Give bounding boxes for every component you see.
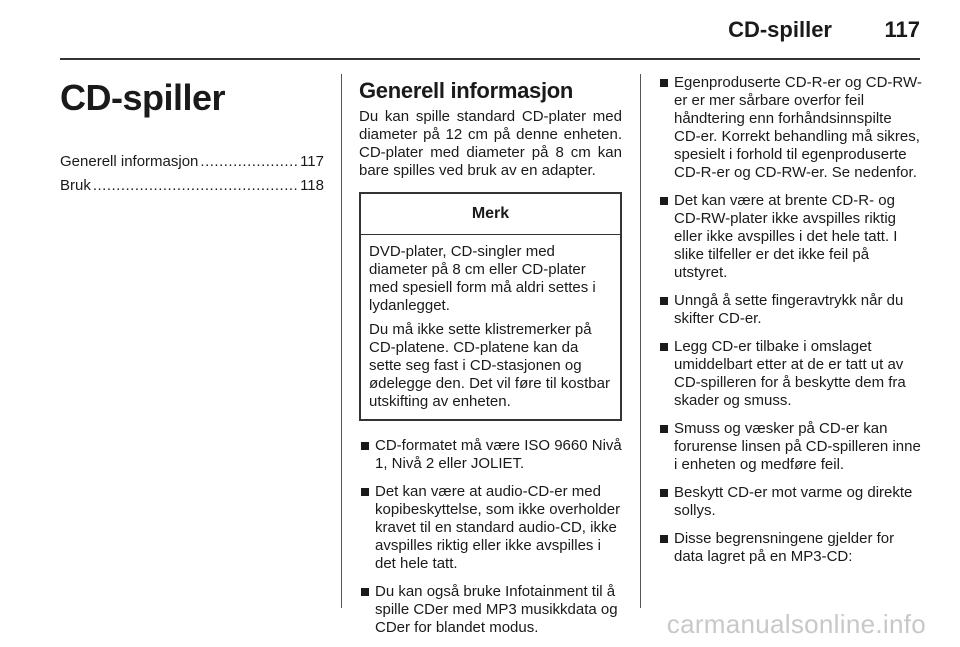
list-item: Det kan være at audio-CD-er med kopibeskyttelse, som ikke overholder kravet til en standard audio-CD, ikke avspilles riktig eller ikke avspilles i det hele tatt. [359, 483, 622, 573]
running-section-title: CD-spiller [728, 17, 832, 42]
list-item: Unngå å sette fingeravtrykk når du skifter CD-er. [658, 292, 922, 328]
column-divider-2 [640, 74, 641, 608]
bullet-list-middle [359, 437, 622, 637]
page-number: 117 [884, 17, 920, 42]
chapter-title: CD-spiller [60, 77, 226, 118]
list-item: Beskytt CD-er mot varme og direkte sollys. [658, 484, 922, 520]
note-paragraph: DVD-plater, CD-singler med diameter på 8 cm eller CD-plater med spesiell form må aldri settes i lydanlegget. [369, 243, 596, 314]
list-item: CD-formatet må være ISO 9660 Nivå 1, Nivå 2 eller JOLIET. [359, 437, 622, 473]
list-item: Du kan også bruke Infotainment til å spille CDer med MP3 musikkdata og CDer for blandet modus. [359, 583, 622, 637]
list-item: Egenproduserte CD-R-er og CD-RW-er er mer sårbare overfor feil håndtering enn forhåndsinnspilte CD-er. Korrekt behandling må sikres, spesielt i forhold til egenproduserte CD-R-er og CD-RW-er. Se nedenfor. [658, 74, 922, 182]
column-middle [359, 74, 622, 647]
list-item: Legg CD-er tilbake i omslaget umiddelbart etter at de er tatt ut av CD-spilleren for å beskytte dem fra skader og smuss. [658, 338, 922, 410]
toc-label: Generell informasjon [60, 153, 199, 170]
intro-paragraph: Du kan spille standard CD-plater med diameter på 12 cm på denne enheten. CD-plater med diameter på 8 cm kan bare spilles ved bruk av en adapter. [359, 108, 622, 179]
page-header [60, 0, 920, 60]
note-body [361, 235, 620, 419]
column-divider-1 [341, 74, 342, 608]
toc-leader-dots [93, 174, 298, 198]
section-heading: Generell informasjon [359, 78, 574, 103]
toc-page: 118 [300, 177, 324, 194]
watermark: carmanualsonline.info [666, 609, 926, 639]
toc-page: 117 [300, 153, 324, 170]
toc-entry-general-info[interactable] [60, 150, 324, 174]
column-left [60, 74, 324, 198]
list-item: Disse begrensningene gjelder for data lagret på en MP3-CD: [658, 530, 922, 566]
bullet-list-right [658, 74, 922, 566]
note-title: Merk [361, 194, 620, 235]
note-paragraph: Du må ikke sette klistremerker på CD-platene. CD-platene kan da sette seg fast i CD-stasjonen og ødelegge den. Det vil føre til kostbar utskifting av enheten. [369, 321, 610, 410]
table-of-contents [60, 150, 324, 198]
column-right [658, 74, 922, 576]
list-item: Det kan være at brente CD-R- og CD-RW-plater ikke avspilles riktig eller ikke avspilles i det hele tatt. I slike tilfeller er det ikke feil på utstyret. [658, 192, 922, 282]
toc-label: Bruk [60, 177, 91, 194]
toc-entry-usage[interactable] [60, 174, 324, 198]
list-item: Smuss og væsker på CD-er kan forurense linsen på CD-spilleren inne i enheten og medføre feil. [658, 420, 922, 474]
toc-leader-dots [200, 150, 298, 174]
note-box [359, 192, 622, 421]
